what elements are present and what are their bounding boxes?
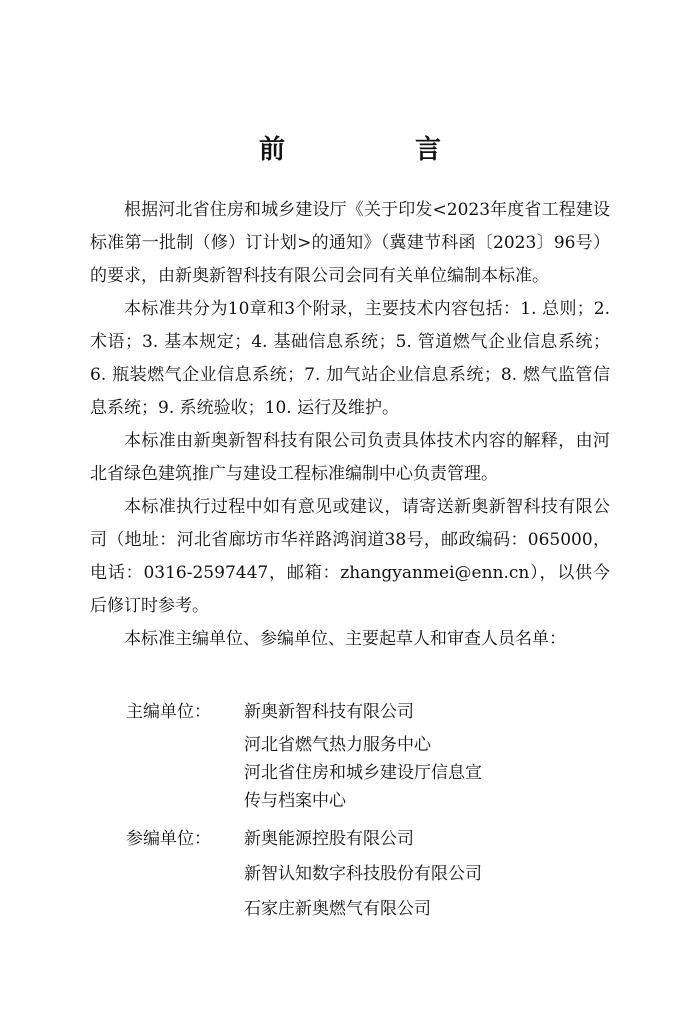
chief-unit-item: 河北省住房和城乡建设厅信息宣传与档案中心 (244, 763, 482, 811)
participating-units-group (126, 823, 610, 926)
participating-units-label: 参编单位： (126, 829, 211, 849)
paragraph-contents: 本标准共分为10章和3个附录，主要技术内容包括：1. 总则；2. 术语；3. 基本规定；4. 基础信息系统；5. 管道燃气企业信息系统；6. 瓶装燃气企业信息系统；7. 加气站企业信息系统；8. 燃气监管信息系统；9. 系统验收；10. 运行及维护。 (90, 299, 610, 418)
page-title: 前 言 (258, 135, 493, 165)
paragraph-feedback: 本标准执行过程中如有意见或建议，请寄送新奥新智科技有限公司（地址：河北省廊坊市华祥路鸿润道38号，邮政编码：065000，电话：0316-2597447，邮箱：zhangyanmei@enn.cn），以供今后修订时参考。 (90, 497, 610, 616)
participating-unit-item: 新智认知数字科技股份有限公司 (244, 864, 482, 884)
chief-unit-item: 新奥新智科技有限公司 (244, 702, 414, 722)
preface-body (90, 194, 610, 656)
chief-units-group (126, 696, 610, 821)
chief-unit-item: 河北省燃气热力服务中心 (244, 735, 431, 755)
participating-unit-item: 新奥能源控股有限公司 (244, 829, 414, 849)
units-list (126, 696, 610, 926)
participating-units-items (244, 823, 610, 926)
participating-unit-item: 石家庄新奥燃气有限公司 (244, 899, 431, 919)
chief-units-label: 主编单位： (126, 702, 211, 722)
chief-units-items (244, 696, 610, 821)
paragraph-interpretation: 本标准由新奥新智科技有限公司负责具体技术内容的解释，由河北省绿色建筑推广与建设工程标准编制中心负责管理。 (90, 431, 610, 484)
paragraph-basis: 根据河北省住房和城乡建设厅《关于印发<2023年度省工程建设标准第一批制（修）订计划>的通知》（冀建节科函〔2023〕96号）的要求，由新奥新智科技有限公司会同有关单位编制本标准。 (90, 200, 610, 286)
paragraph-units-intro: 本标准主编单位、参编单位、主要起草人和审查人员名单： (124, 629, 566, 649)
